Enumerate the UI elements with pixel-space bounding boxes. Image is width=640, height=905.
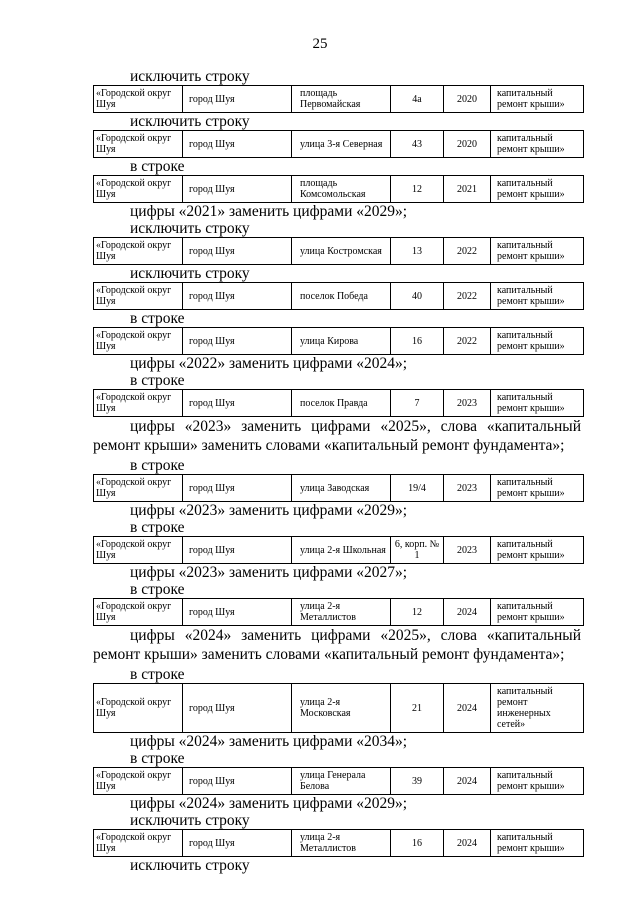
instruction-line: в строке: [130, 581, 185, 598]
document-body: [93, 68, 581, 874]
municipality-cell: «Городской округ Шуя: [94, 131, 183, 158]
street-cell: поселок Правда: [292, 390, 391, 417]
street-cell: улица 3-я Северная: [292, 131, 391, 158]
year-cell: 2023: [444, 390, 491, 417]
house-number-cell: 40: [391, 283, 444, 310]
instruction-line: цифры «2021» заменить цифрами «2029»;: [130, 203, 408, 220]
instruction-line-continuation: ремонт крыши» заменить словами «капитальный ремонт фундамента»;: [93, 437, 565, 454]
street-cell: улица 2-я Школьная: [292, 537, 391, 564]
house-number-cell: 12: [391, 176, 444, 203]
work-type-cell: капитальный ремонт крыши»: [491, 475, 584, 502]
instruction-line: исключить строку: [130, 220, 250, 237]
year-cell: 2024: [444, 684, 491, 733]
house-number-cell: 39: [391, 768, 444, 795]
street-cell: улица Заводская: [292, 475, 391, 502]
year-cell: 2021: [444, 176, 491, 203]
house-number-cell: 21: [391, 684, 444, 733]
table-row: [93, 536, 584, 564]
municipality-cell: «Городской округ Шуя: [94, 830, 183, 857]
work-type-cell: капитальный ремонт крыши»: [491, 176, 584, 203]
settlement-cell: город Шуя: [183, 176, 292, 203]
instruction-line: в строке: [130, 372, 185, 389]
street-cell: улица 2-я Металлистов: [292, 830, 391, 857]
table-row: [93, 327, 584, 355]
settlement-cell: город Шуя: [183, 283, 292, 310]
municipality-cell: «Городской округ Шуя: [94, 238, 183, 265]
settlement-cell: город Шуя: [183, 475, 292, 502]
instruction-line: в строке: [130, 457, 185, 474]
work-type-cell: капитальный ремонт крыши»: [491, 830, 584, 857]
street-cell: площадь Первомайская: [292, 86, 391, 113]
settlement-cell: город Шуя: [183, 768, 292, 795]
page-number: 25: [312, 36, 328, 52]
house-number-cell: 6, корп. № 1: [391, 537, 444, 564]
table-row: [93, 85, 584, 113]
house-number-cell: 4а: [391, 86, 444, 113]
settlement-cell: город Шуя: [183, 537, 292, 564]
instruction-line: в строке: [130, 310, 185, 327]
instruction-paragraph: [93, 626, 581, 666]
work-type-cell: капитальный ремонт крыши»: [491, 599, 584, 626]
work-type-cell: капитальный ремонт крыши»: [491, 131, 584, 158]
year-cell: 2020: [444, 131, 491, 158]
year-cell: 2022: [444, 283, 491, 310]
instruction-line: в строке: [130, 519, 185, 536]
house-number-cell: 13: [391, 238, 444, 265]
year-cell: 2024: [444, 830, 491, 857]
municipality-cell: «Городской округ Шуя: [94, 176, 183, 203]
house-number-cell: 7: [391, 390, 444, 417]
instruction-line: в строке: [130, 158, 185, 175]
municipality-cell: «Городской округ Шуя: [94, 768, 183, 795]
settlement-cell: город Шуя: [183, 86, 292, 113]
year-cell: 2020: [444, 86, 491, 113]
table-row: [93, 474, 584, 502]
instruction-line: в строке: [130, 666, 185, 683]
year-cell: 2024: [444, 599, 491, 626]
year-cell: 2022: [444, 328, 491, 355]
instruction-line: в строке: [130, 750, 185, 767]
street-cell: улица Костромская: [292, 238, 391, 265]
table-row: [93, 389, 584, 417]
street-cell: поселок Победа: [292, 283, 391, 310]
municipality-cell: «Городской округ Шуя: [94, 599, 183, 626]
instruction-line: цифры «2023» заменить цифрами «2025», слова «капитальный: [130, 418, 581, 435]
table-row: [93, 767, 584, 795]
instruction-line: исключить строку: [130, 812, 250, 829]
instruction-line: исключить строку: [130, 265, 250, 282]
municipality-cell: «Городской округ Шуя: [94, 475, 183, 502]
work-type-cell: капитальный ремонт крыши»: [491, 283, 584, 310]
instruction-line: цифры «2023» заменить цифрами «2029»;: [130, 502, 408, 519]
table-row: [93, 683, 584, 733]
instruction-line: исключить строку: [130, 857, 250, 874]
table-row: [93, 130, 584, 158]
municipality-cell: «Городской округ Шуя: [94, 537, 183, 564]
settlement-cell: город Шуя: [183, 390, 292, 417]
instruction-line: цифры «2023» заменить цифрами «2027»;: [130, 564, 408, 581]
table-row: [93, 829, 584, 857]
house-number-cell: 43: [391, 131, 444, 158]
work-type-cell: капитальный ремонт инженерных сетей»: [491, 684, 584, 733]
street-cell: улица 2-я Московская: [292, 684, 391, 733]
municipality-cell: «Городской округ Шуя: [94, 328, 183, 355]
street-cell: площадь Комсомольская: [292, 176, 391, 203]
settlement-cell: город Шуя: [183, 238, 292, 265]
settlement-cell: город Шуя: [183, 131, 292, 158]
street-cell: улица Кирова: [292, 328, 391, 355]
work-type-cell: капитальный ремонт крыши»: [491, 328, 584, 355]
instruction-line: цифры «2024» заменить цифрами «2029»;: [130, 795, 408, 812]
table-row: [93, 175, 584, 203]
instruction-line: исключить строку: [130, 113, 250, 130]
street-cell: улица Генерала Белова: [292, 768, 391, 795]
settlement-cell: город Шуя: [183, 830, 292, 857]
year-cell: 2023: [444, 537, 491, 564]
work-type-cell: капитальный ремонт крыши»: [491, 768, 584, 795]
house-number-cell: 16: [391, 830, 444, 857]
instruction-line: цифры «2024» заменить цифрами «2034»;: [130, 733, 408, 750]
instruction-line: цифры «2022» заменить цифрами «2024»;: [130, 355, 408, 372]
table-row: [93, 598, 584, 626]
instruction-line: цифры «2024» заменить цифрами «2025», слова «капитальный: [130, 627, 581, 644]
work-type-cell: капитальный ремонт крыши»: [491, 537, 584, 564]
table-row: [93, 282, 584, 310]
municipality-cell: «Городской округ Шуя: [94, 86, 183, 113]
settlement-cell: город Шуя: [183, 684, 292, 733]
work-type-cell: капитальный ремонт крыши»: [491, 238, 584, 265]
table-row: [93, 237, 584, 265]
settlement-cell: город Шуя: [183, 328, 292, 355]
house-number-cell: 16: [391, 328, 444, 355]
municipality-cell: «Городской округ Шуя: [94, 684, 183, 733]
year-cell: 2023: [444, 475, 491, 502]
work-type-cell: капитальный ремонт крыши»: [491, 86, 584, 113]
work-type-cell: капитальный ремонт крыши»: [491, 390, 584, 417]
instruction-line-continuation: ремонт крыши» заменить словами «капитальный ремонт фундамента»;: [93, 646, 565, 663]
municipality-cell: «Городской округ Шуя: [94, 283, 183, 310]
house-number-cell: 12: [391, 599, 444, 626]
street-cell: улица 2-я Металлистов: [292, 599, 391, 626]
instruction-line: исключить строку: [130, 68, 250, 85]
year-cell: 2022: [444, 238, 491, 265]
house-number-cell: 19/4: [391, 475, 444, 502]
municipality-cell: «Городской округ Шуя: [94, 390, 183, 417]
settlement-cell: город Шуя: [183, 599, 292, 626]
instruction-paragraph: [93, 417, 581, 457]
year-cell: 2024: [444, 768, 491, 795]
